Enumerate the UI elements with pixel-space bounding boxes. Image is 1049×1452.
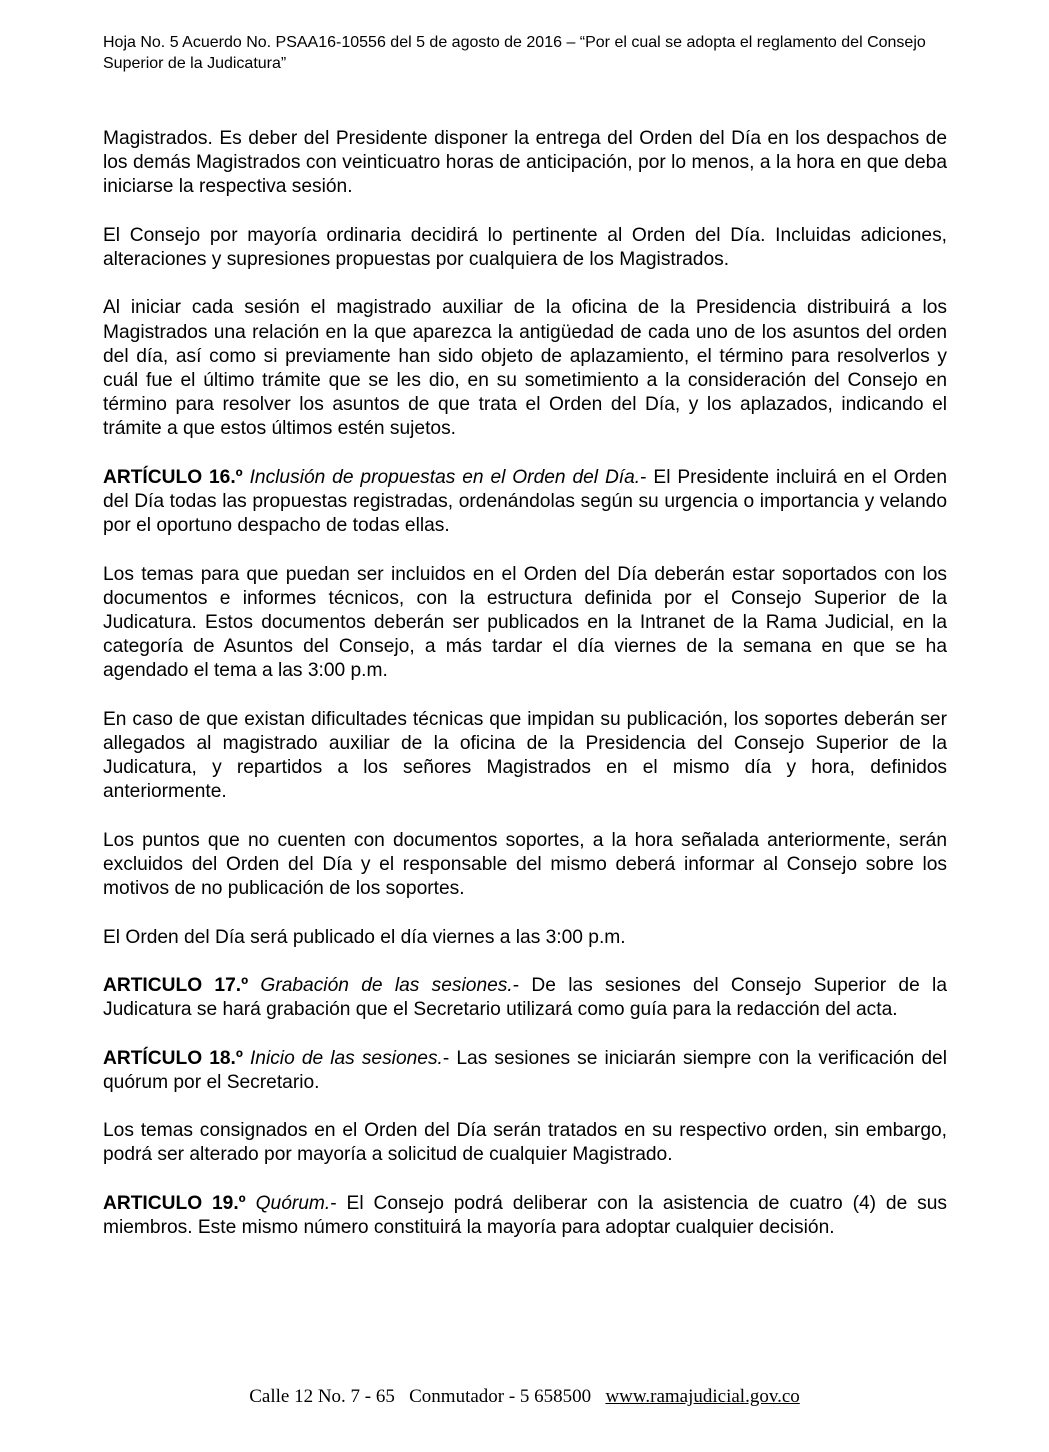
document-body bbox=[103, 127, 947, 1264]
article-17 bbox=[103, 974, 947, 1022]
article-18-number: ARTÍCULO 18.º bbox=[103, 1047, 243, 1069]
article-19-text: - El Consejo podrá deliberar con la asistencia de cuatro (4) de sus miembros. Este mismo número constituirá la mayoría para adoptar cualquier decisión. bbox=[103, 1192, 947, 1238]
article-19 bbox=[103, 1192, 947, 1240]
article-17-title: Grabación de las sesiones. bbox=[260, 974, 513, 996]
article-18-text: - Las sesiones se iniciarán siempre con la verificación del quórum por el Secretario. bbox=[103, 1047, 947, 1093]
footer-website-link[interactable]: www.ramajudicial.gov.co bbox=[605, 1386, 800, 1407]
paragraph-mayoria-ordinaria: El Consejo por mayoría ordinaria decidirá lo pertinente al Orden del Día. Incluidas adiciones, alteraciones y supresiones propuestas por cualquiera de los Magistrados. bbox=[103, 224, 947, 270]
page-header bbox=[103, 32, 947, 74]
article-16-text: - El Presidente incluirá en el Orden del Día todas las propuestas registradas, ordenándolas según su urgencia o importancia y velando por el oportuno despacho de todas ellas. bbox=[103, 466, 947, 537]
paragraph-presidente-orden: Magistrados. Es deber del Presidente disponer la entrega del Orden del Día en los despachos de los demás Magistrados con veinticuatro horas de anticipación, por lo menos, a la hora en que deba iniciarse la respectiva sesión. bbox=[103, 128, 947, 198]
paragraph-publicacion-viernes: El Orden del Día será publicado el día viernes a las 3:00 p.m. bbox=[103, 926, 626, 948]
article-17-text: - De las sesiones del Consejo Superior de la Judicatura se hará grabación que el Secretario utilizará como guía para la redacción del acta. bbox=[103, 974, 947, 1021]
article-19-number: ARTICULO 19.º bbox=[103, 1192, 246, 1214]
page-footer bbox=[0, 1385, 1049, 1409]
article-17-number: ARTICULO 17.º bbox=[103, 974, 249, 996]
article-19-title: Quórum. bbox=[255, 1192, 331, 1214]
paragraph-relacion-asuntos: Al iniciar cada sesión el magistrado auxiliar de la oficina de la Presidencia distribuirá a los Magistrados una relación en la que aparezca la antigüedad de cada uno de los asuntos del orden del día, así como si previamente han sido objeto de aplazamiento, el término para resolverlos y cuál fue el último trámite que se les dio, en su sometimiento a la consideración del Consejo en término para resolver los asuntos de que trata el Orden del Día, y los aplazados, indicando el trámite a que estos últimos estén sujetos. bbox=[103, 297, 947, 440]
paragraph-temas-consignados: Los temas consignados en el Orden del Día serán tratados en su respectivo orden, sin embargo, podrá ser alterado por mayoría a solicitud de cualquier Magistrado. bbox=[103, 1120, 947, 1166]
article-16 bbox=[103, 466, 947, 539]
paragraph-dificultades-tecnicas: En caso de que existan dificultades técnicas que impidan su publicación, los soportes deberán ser allegados al magistrado auxiliar de la oficina de la Presidencia del Consejo Superior de la Judicatura, y repartidos a los señores Magistrados en el mismo día y hora, definidos anteriormente. bbox=[103, 708, 947, 803]
header-text: Hoja No. 5 Acuerdo No. PSAA16-10556 del 5 de agosto de 2016 – “Por el cual se adopta el reglamento del Consejo Superior de la Judicatura” bbox=[103, 34, 926, 72]
article-16-number: ARTÍCULO 16.º bbox=[103, 466, 243, 488]
article-18 bbox=[103, 1047, 947, 1095]
footer-address: Calle 12 No. 7 - 65 Conmutador - 5 658500 bbox=[249, 1386, 606, 1407]
paragraph-temas-soportados: Los temas para que puedan ser incluidos en el Orden del Día deberán estar soportados con los documentos e informes técnicos, con la estructura definida por el Consejo Superior de la Judicatura. Estos documentos deberán ser publicados en la Intranet de la Rama Judicial, en la categoría de Asuntos del Consejo, a más tardar el día viernes de la semana en que se ha agendado el tema a las 3:00 p.m. bbox=[103, 563, 947, 682]
paragraph-puntos-excluidos: Los puntos que no cuenten con documentos soportes, a la hora señalada anteriormente, serán excluidos del Orden del Día y el responsable del mismo deberá informar al Consejo sobre los motivos de no publicación de los soportes. bbox=[103, 829, 947, 900]
article-16-title: Inclusión de propuestas en el Orden del Día. bbox=[249, 466, 641, 488]
article-18-title: Inicio de las sesiones. bbox=[249, 1047, 443, 1069]
